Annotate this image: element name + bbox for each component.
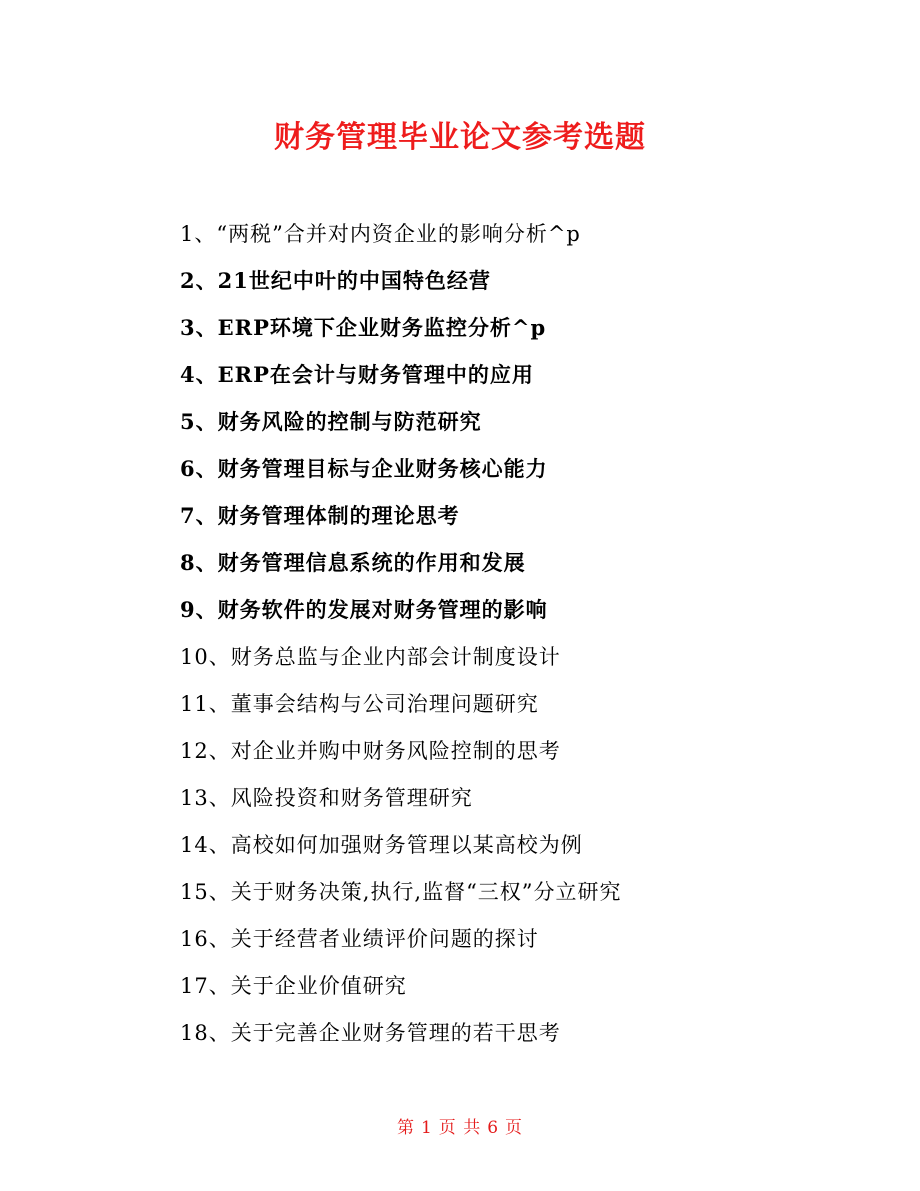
topic-item: 16、关于经营者业绩评价问题的探讨 [180,927,539,951]
topic-item: 15、关于财务决策,执行,监督“三权”分立研究 [180,880,622,904]
topic-item: 3、ERP环境下企业财务监控分析^p [180,315,547,340]
topic-item: 17、关于企业价值研究 [180,974,407,998]
topic-item: 18、关于完善企业财务管理的若干思考 [180,1021,561,1045]
topic-item: 5、财务风险的控制与防范研究 [180,409,482,434]
topic-item: 2、21世纪中叶的中国特色经营 [180,268,491,293]
topic-item: 11、董事会结构与公司治理问题研究 [180,692,539,716]
topic-item: 13、风险投资和财务管理研究 [180,786,473,810]
footer-page-suffix: 页 [505,1118,524,1138]
topic-item: 6、财务管理目标与企业财务核心能力 [180,456,548,481]
footer-page-total: 6 [487,1118,500,1138]
topic-item: 4、ERP在会计与财务管理中的应用 [180,362,534,387]
topic-item: 8、财务管理信息系统的作用和发展 [180,550,526,575]
topic-item: 7、财务管理体制的理论思考 [180,503,460,528]
topic-item: 12、对企业并购中财务风险控制的思考 [180,739,561,763]
page-footer [0,1113,920,1138]
topic-list [180,212,880,1058]
footer-page-number: 1 [420,1118,433,1138]
topic-item: 14、高校如何加强财务管理以某高校为例 [180,833,583,857]
topic-item: 1、“两税”合并对内资企业的影响分析^p [180,222,581,246]
document-title: 财务管理毕业论文参考选题 [274,120,646,155]
footer-page-prefix: 第 [396,1118,415,1138]
footer-page-mid: 页 共 [438,1118,482,1138]
topic-item: 10、财务总监与企业内部会计制度设计 [180,645,561,669]
topic-item: 9、财务软件的发展对财务管理的影响 [180,597,548,622]
